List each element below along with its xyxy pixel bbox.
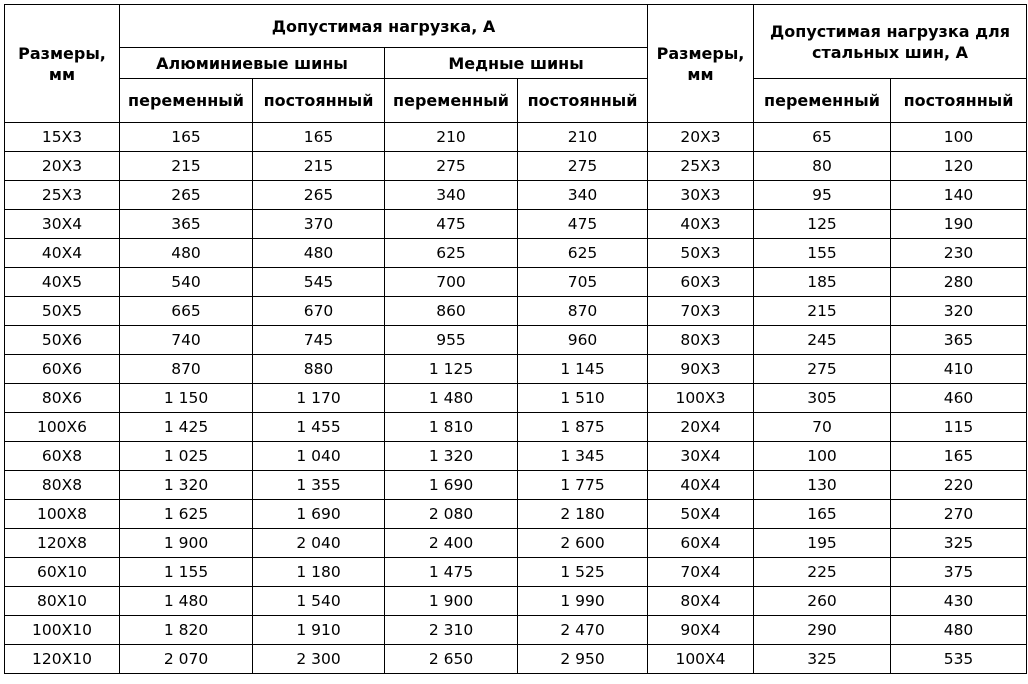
aluminum-ac-cell: 1 480 <box>120 587 253 616</box>
table-row <box>5 529 1027 558</box>
table-row <box>5 645 1027 674</box>
steel-size-cell: 20Х4 <box>648 413 754 442</box>
copper-header: Медные шины <box>385 48 648 79</box>
steel-size-cell: 40Х4 <box>648 471 754 500</box>
table-row <box>5 123 1027 152</box>
aluminum-dc-cell: 1 910 <box>253 616 385 645</box>
copper-ac-cell: 1 900 <box>385 587 518 616</box>
steel-dc-cell: 190 <box>891 210 1027 239</box>
steel-size-cell: 60Х3 <box>648 268 754 297</box>
table-body <box>5 123 1027 674</box>
aluminum-ac-header: переменный <box>120 79 253 123</box>
steel-size-cell: 60Х4 <box>648 529 754 558</box>
table-row <box>5 210 1027 239</box>
aluminum-dc-cell: 2 300 <box>253 645 385 674</box>
aluminum-dc-cell: 1 170 <box>253 384 385 413</box>
steel-dc-cell: 430 <box>891 587 1027 616</box>
size-cell: 25Х3 <box>5 181 120 210</box>
table-row <box>5 239 1027 268</box>
aluminum-dc-cell: 1 690 <box>253 500 385 529</box>
table-row <box>5 616 1027 645</box>
steel-dc-cell: 280 <box>891 268 1027 297</box>
copper-ac-cell: 1 320 <box>385 442 518 471</box>
size-cell: 60Х10 <box>5 558 120 587</box>
steel-ac-cell: 260 <box>754 587 891 616</box>
steel-ac-cell: 80 <box>754 152 891 181</box>
copper-ac-cell: 1 125 <box>385 355 518 384</box>
size-cell: 40Х5 <box>5 268 120 297</box>
steel-size-cell: 100Х3 <box>648 384 754 413</box>
size-cell: 120Х10 <box>5 645 120 674</box>
steel-dc-cell: 165 <box>891 442 1027 471</box>
steel-ac-cell: 130 <box>754 471 891 500</box>
steel-size-cell: 70Х3 <box>648 297 754 326</box>
aluminum-ac-cell: 1 155 <box>120 558 253 587</box>
size-cell: 15Х3 <box>5 123 120 152</box>
size-cell: 20Х3 <box>5 152 120 181</box>
copper-dc-cell: 870 <box>518 297 648 326</box>
copper-ac-cell: 1 810 <box>385 413 518 442</box>
steel-ac-cell: 305 <box>754 384 891 413</box>
steel-ac-cell: 195 <box>754 529 891 558</box>
steel-size-cell: 30Х4 <box>648 442 754 471</box>
aluminum-ac-cell: 365 <box>120 210 253 239</box>
size-cell: 40Х4 <box>5 239 120 268</box>
table-row <box>5 558 1027 587</box>
copper-dc-cell: 1 510 <box>518 384 648 413</box>
copper-ac-cell: 2 310 <box>385 616 518 645</box>
aluminum-header: Алюминиевые шины <box>120 48 385 79</box>
steel-ac-cell: 125 <box>754 210 891 239</box>
steel-dc-cell: 100 <box>891 123 1027 152</box>
steel-size-cell: 30Х3 <box>648 181 754 210</box>
copper-ac-cell: 2 650 <box>385 645 518 674</box>
steel-dc-cell: 460 <box>891 384 1027 413</box>
size-cell: 80Х6 <box>5 384 120 413</box>
steel-dc-cell: 325 <box>891 529 1027 558</box>
copper-dc-cell: 1 775 <box>518 471 648 500</box>
steel-size-cell: 80Х4 <box>648 587 754 616</box>
table-row <box>5 442 1027 471</box>
copper-dc-cell: 275 <box>518 152 648 181</box>
aluminum-ac-cell: 1 820 <box>120 616 253 645</box>
steel-size-cell: 80Х3 <box>648 326 754 355</box>
copper-ac-cell: 340 <box>385 181 518 210</box>
steel-size-cell: 25Х3 <box>648 152 754 181</box>
copper-dc-cell: 210 <box>518 123 648 152</box>
size-column-header: Размеры, мм <box>5 5 120 123</box>
table-row <box>5 152 1027 181</box>
steel-ac-cell: 290 <box>754 616 891 645</box>
copper-ac-header: переменный <box>385 79 518 123</box>
copper-ac-cell: 275 <box>385 152 518 181</box>
size-cell: 80Х8 <box>5 471 120 500</box>
copper-dc-cell: 2 180 <box>518 500 648 529</box>
steel-dc-cell: 220 <box>891 471 1027 500</box>
steel-ac-header: переменный <box>754 79 891 123</box>
table-row <box>5 384 1027 413</box>
aluminum-ac-cell: 870 <box>120 355 253 384</box>
size-cell: 100Х6 <box>5 413 120 442</box>
copper-ac-cell: 475 <box>385 210 518 239</box>
bus-load-table <box>4 4 1027 674</box>
aluminum-ac-cell: 1 900 <box>120 529 253 558</box>
size-cell: 120Х8 <box>5 529 120 558</box>
steel-dc-cell: 320 <box>891 297 1027 326</box>
aluminum-ac-cell: 540 <box>120 268 253 297</box>
steel-dc-cell: 375 <box>891 558 1027 587</box>
steel-size-cell: 90Х3 <box>648 355 754 384</box>
steel-dc-cell: 535 <box>891 645 1027 674</box>
copper-ac-cell: 700 <box>385 268 518 297</box>
size-cell: 100Х8 <box>5 500 120 529</box>
aluminum-dc-cell: 265 <box>253 181 385 210</box>
size-cell: 30Х4 <box>5 210 120 239</box>
steel-load-header: Допустимая нагрузка для стальных шин, А <box>754 5 1027 79</box>
steel-size-cell: 50Х3 <box>648 239 754 268</box>
steel-dc-cell: 365 <box>891 326 1027 355</box>
copper-dc-cell: 1 145 <box>518 355 648 384</box>
steel-dc-cell: 120 <box>891 152 1027 181</box>
steel-ac-cell: 225 <box>754 558 891 587</box>
aluminum-ac-cell: 1 425 <box>120 413 253 442</box>
allowed-load-header: Допустимая нагрузка, А <box>120 5 648 48</box>
copper-dc-cell: 1 990 <box>518 587 648 616</box>
copper-dc-cell: 1 525 <box>518 558 648 587</box>
aluminum-dc-cell: 745 <box>253 326 385 355</box>
aluminum-dc-cell: 215 <box>253 152 385 181</box>
aluminum-dc-cell: 1 040 <box>253 442 385 471</box>
size-cell: 60Х8 <box>5 442 120 471</box>
aluminum-dc-cell: 1 355 <box>253 471 385 500</box>
copper-dc-cell: 2 950 <box>518 645 648 674</box>
table-row <box>5 587 1027 616</box>
steel-size-cell: 70Х4 <box>648 558 754 587</box>
aluminum-dc-cell: 545 <box>253 268 385 297</box>
steel-ac-cell: 155 <box>754 239 891 268</box>
steel-dc-cell: 230 <box>891 239 1027 268</box>
copper-dc-cell: 625 <box>518 239 648 268</box>
steel-ac-cell: 100 <box>754 442 891 471</box>
table-container <box>4 4 1027 674</box>
aluminum-dc-cell: 1 180 <box>253 558 385 587</box>
steel-dc-cell: 270 <box>891 500 1027 529</box>
aluminum-dc-header: постоянный <box>253 79 385 123</box>
table-row <box>5 181 1027 210</box>
aluminum-ac-cell: 265 <box>120 181 253 210</box>
copper-dc-cell: 1 875 <box>518 413 648 442</box>
steel-size-cell: 100Х4 <box>648 645 754 674</box>
table-row <box>5 268 1027 297</box>
aluminum-dc-cell: 1 455 <box>253 413 385 442</box>
copper-ac-cell: 625 <box>385 239 518 268</box>
copper-dc-header: постоянный <box>518 79 648 123</box>
copper-dc-cell: 340 <box>518 181 648 210</box>
table-header <box>5 5 1027 123</box>
table-row <box>5 471 1027 500</box>
copper-dc-cell: 1 345 <box>518 442 648 471</box>
steel-dc-header: постоянный <box>891 79 1027 123</box>
copper-ac-cell: 860 <box>385 297 518 326</box>
copper-dc-cell: 475 <box>518 210 648 239</box>
copper-ac-cell: 955 <box>385 326 518 355</box>
table-row <box>5 297 1027 326</box>
size-cell: 80Х10 <box>5 587 120 616</box>
size-cell: 100Х10 <box>5 616 120 645</box>
aluminum-ac-cell: 480 <box>120 239 253 268</box>
steel-ac-cell: 95 <box>754 181 891 210</box>
aluminum-dc-cell: 880 <box>253 355 385 384</box>
aluminum-dc-cell: 370 <box>253 210 385 239</box>
steel-size-column-header: Размеры, мм <box>648 5 754 123</box>
copper-ac-cell: 2 400 <box>385 529 518 558</box>
steel-dc-cell: 410 <box>891 355 1027 384</box>
steel-size-cell: 40Х3 <box>648 210 754 239</box>
steel-ac-cell: 215 <box>754 297 891 326</box>
aluminum-dc-cell: 165 <box>253 123 385 152</box>
copper-ac-cell: 1 480 <box>385 384 518 413</box>
steel-ac-cell: 70 <box>754 413 891 442</box>
copper-ac-cell: 2 080 <box>385 500 518 529</box>
size-cell: 50Х5 <box>5 297 120 326</box>
copper-dc-cell: 705 <box>518 268 648 297</box>
aluminum-ac-cell: 165 <box>120 123 253 152</box>
steel-ac-cell: 245 <box>754 326 891 355</box>
steel-ac-cell: 165 <box>754 500 891 529</box>
aluminum-ac-cell: 1 150 <box>120 384 253 413</box>
aluminum-ac-cell: 1 025 <box>120 442 253 471</box>
copper-dc-cell: 2 600 <box>518 529 648 558</box>
copper-ac-cell: 210 <box>385 123 518 152</box>
table-row <box>5 413 1027 442</box>
aluminum-ac-cell: 215 <box>120 152 253 181</box>
aluminum-dc-cell: 670 <box>253 297 385 326</box>
size-cell: 60Х6 <box>5 355 120 384</box>
steel-dc-cell: 115 <box>891 413 1027 442</box>
copper-ac-cell: 1 475 <box>385 558 518 587</box>
table-row <box>5 355 1027 384</box>
steel-ac-cell: 325 <box>754 645 891 674</box>
copper-dc-cell: 2 470 <box>518 616 648 645</box>
aluminum-dc-cell: 2 040 <box>253 529 385 558</box>
copper-ac-cell: 1 690 <box>385 471 518 500</box>
copper-dc-cell: 960 <box>518 326 648 355</box>
steel-size-cell: 90Х4 <box>648 616 754 645</box>
table-row <box>5 326 1027 355</box>
aluminum-dc-cell: 1 540 <box>253 587 385 616</box>
steel-ac-cell: 65 <box>754 123 891 152</box>
aluminum-ac-cell: 740 <box>120 326 253 355</box>
aluminum-ac-cell: 665 <box>120 297 253 326</box>
steel-ac-cell: 185 <box>754 268 891 297</box>
aluminum-ac-cell: 1 320 <box>120 471 253 500</box>
steel-size-cell: 20Х3 <box>648 123 754 152</box>
table-row <box>5 500 1027 529</box>
aluminum-dc-cell: 480 <box>253 239 385 268</box>
size-cell: 50Х6 <box>5 326 120 355</box>
steel-dc-cell: 140 <box>891 181 1027 210</box>
aluminum-ac-cell: 2 070 <box>120 645 253 674</box>
aluminum-ac-cell: 1 625 <box>120 500 253 529</box>
steel-size-cell: 50Х4 <box>648 500 754 529</box>
steel-ac-cell: 275 <box>754 355 891 384</box>
steel-dc-cell: 480 <box>891 616 1027 645</box>
